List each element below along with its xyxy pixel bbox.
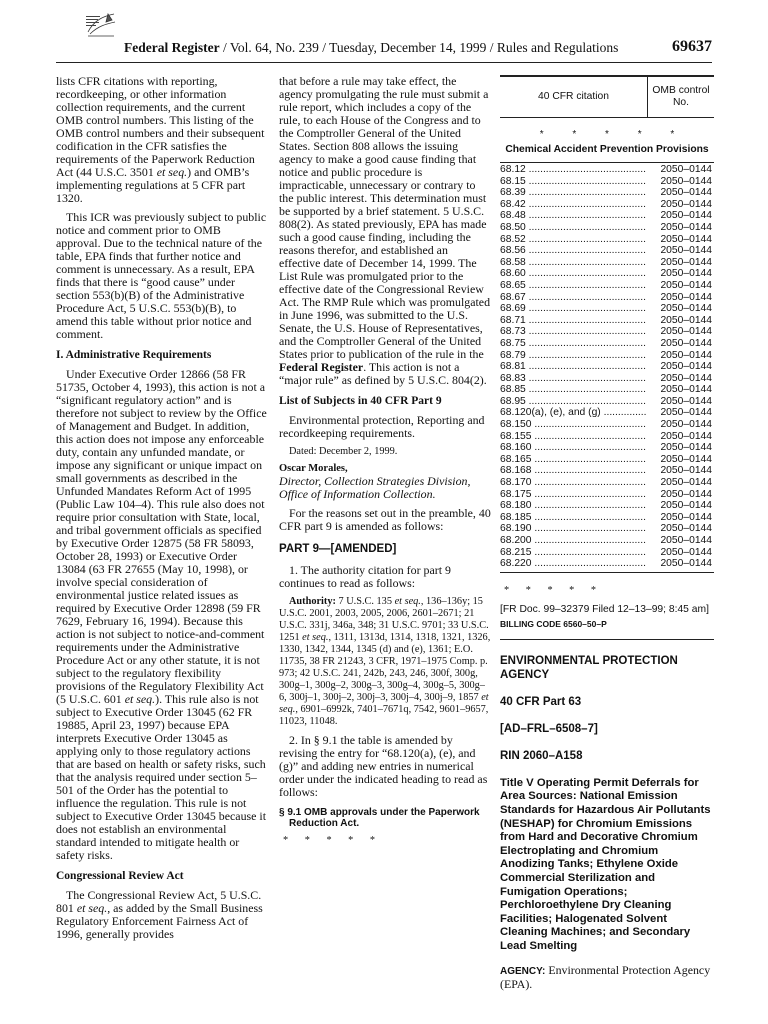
table-row [500,454,714,466]
omission-stars: * * * * * [283,835,376,846]
omb-number-cell: 2050–0144 [660,164,712,175]
omb-number-cell: 2050–0144 [660,535,712,546]
citation-cell: 68.79 ..... [500,350,646,362]
table-row [500,199,714,211]
table-row [500,350,714,362]
table-row [500,373,714,385]
table-row [500,257,714,269]
citation-cell: 68.83 ..... [500,373,646,385]
authority-citation: Authority: 7 U.S.C. 135 et seq., 136–136y; 15 U.S.C. 2001, 2003, 2005, 2006, 2601–2671; 21 U.S.C. 331j, 346a, 348; 31 U.S.C. 9701; 33 U.S.C. 1251 et seq., 1311, 1313d, 1314, 1318, 1321, 1326, 1330, 1342, 1344, 1345 (d) and (e), 1361; E.O. 11735, 38 FR 21243, 3 CFR, 1971–1975 Comp. p. 973; 42 U.S.C. 241, 242b, 243, 246, 300f, 300g, 300g–1, 300g–2, 300g–3, 300g–4, 300g–5, 300g–6, 300j–1, 300j–2, 300j–3, 300j–4, 300j–9, 1857 et seq., 6901–6992k, 7401–7671q, 7542, 9601–9657, 11023, 11048. [279,596,491,727]
table-row [500,535,714,547]
citation-cell: 68.168 ..... [500,465,646,477]
omb-number-cell: 2050–0144 [660,198,712,210]
frl-number: [AD–FRL–6508–7] [500,722,598,735]
table-row [500,361,714,373]
paragraph: lists CFR citations with reporting, recordkeeping, or other information collection requirements, and the current OMB control numbers. This listing of the OMB control numbers and their subsequent codification in the CFR satisfies the requirements of the Paperwork Reduction Act (44 U.S.C. 3501 et seq.) and OMB’s implementing regulations at 5 CFR part 1320. [56,74,265,205]
journal-name: Federal Register [124,40,220,55]
citation-cell: 68.42 ..... [500,199,646,211]
cfr-part-heading: 40 CFR Part 63 [500,695,582,708]
header-citation [124,40,618,56]
omb-number-cell: 2050–0144 [660,558,712,570]
omb-number-cell: 2050–0144 [660,500,712,512]
column-3 [500,75,714,991]
table-row [500,419,714,431]
citation-cell: 68.50 ..... [500,222,646,234]
omb-number-cell: 2050–0144 [660,337,712,349]
column-1 [56,75,268,947]
table-row [500,326,714,338]
citation-cell: 68.58 ..... [500,257,646,269]
paragraph: For the reasons set out in the preamble, 40 CFR part 9 is amended as follows: [279,506,491,533]
citation-cell: 68.150 ..... [500,419,646,431]
omb-number-cell: 2050–0144 [660,477,712,489]
table-row [500,338,714,350]
agency-line: AGENCY: Environmental Protection Agency (EPA). [500,962,711,991]
table-header [500,77,714,118]
omb-number-cell: 2050–0144 [660,221,712,233]
omb-number-cell: 2050–0144 [660,384,712,396]
paragraph: Environmental protection, Reporting and recordkeeping requirements. [279,413,485,440]
paragraph: Under Executive Order 12866 (58 FR 51735, October 4, 1993), this action is not a “significant regulatory action” and is therefore not subject to review by the Office of Management and Budget. In addition, this action does not impose any enforceable duty, contain any unfunded mandate, or impose any significant or unique impact on small governments as described in the Unfunded Mandates Reform Act of 1995 (Public Law 104–4). This rule also does not require prior consultation with State, local, and tribal government officials as specified by Executive Order 12875 (58 FR 58093, October 28, 1993) or Executive Order 13084 (63 FR 27655 (May 10, 1998), or involve special consideration of environmental justice related issues as required by Executive Order 12898 (59 FR 7629, February 16, 1994). Because this action is not subject to notice-and-comment requirements under the Administrative Procedure Act or any other statute, it is not subject to the regulatory flexibility provisions of the Regulatory Flexibility Act (5 U.S.C. 601 et seq.). This rule also is not subject to Executive Order 13045 (62 FR 19885, April 23, 1997) because EPA interprets Executive Order 13045 as applying only to those regulatory actions that are based on health or safety risks, such that the analysis required under section 5–501 of the Order has the potential to influence the regulation. This rule is not subject to Executive Order 13045 because it does not establish an environmental standard intended to mitigate health or safety risks. [56,367,267,862]
paragraph: This ICR was previously subject to public notice and comment prior to OMB approval. Due to the technical nature of the table, EPA finds that further notice and comment is unnecessary. As a result, EPA finds that there is “good cause” under section 553(b)(B) of the Administrative Procedure Act, 5 U.S.C. 553(b)(B), to amend this table without prior notice and comment. [56,210,267,341]
citation-cell: 68.12 ..... [500,164,646,176]
table-row [500,477,714,489]
omb-table [500,75,714,573]
table-subheading: Chemical Accident Prevention Provisions [505,144,709,155]
citation-cell: 68.81 ..... [500,361,646,373]
table-row [500,245,714,257]
table-body [500,162,714,573]
paragraph: that before a rule may take effect, the agency promulgating the rule must submit a rule report, which includes a copy of the rule, to each House of the Congress and to the Comptroller General of the United States. Section 808 allows the issuing agency to make a good cause finding that notice and public procedure is impracticable, unnecessary or contrary to the public interest. This determination must be supported by a brief statement. 5 U.S.C. 808(2). As stated previously, EPA has made such a good cause finding, including the reasons therefor, and established an effective date of December 14, 1999. The List Rule was promulgated prior to the effective date of the Congressional Review Act. The RMP Rule which was promulgated in June 1996, was submitted to the U.S. Senate, the U.S. House of Representatives, and the Comptroller General of the United States prior to publication of the rule in the Federal Register. This action is not a “major rule” as defined by 5 U.S.C. 804(2). [279,74,491,387]
citation-cell: 68.175 ..... [500,489,646,501]
citation-cell: 68.65 ..... [500,280,646,292]
omb-number-cell: 2050–0144 [660,175,712,187]
paragraph: 1. The authority citation for part 9 continues to read as follows: [279,563,451,590]
table-row [500,396,714,408]
table-row [500,384,714,396]
omb-number-cell: 2050–0144 [660,546,712,558]
table-row [500,407,714,419]
omb-number-cell: 2050–0144 [660,210,712,222]
dated-line: Dated: December 2, 1999. [289,446,398,457]
citation-cell: 68.215 ..... [500,547,646,559]
omb-number-cell: 2050–0144 [660,187,712,199]
table-row [500,431,714,443]
table-row [500,234,714,246]
omb-number-cell: 2050–0144 [660,453,712,465]
citation-cell: 68.120(a), (e), and (g) ..... [500,407,646,419]
citation-cell: 68.165 ..... [500,454,646,466]
citation-cell: 68.180 ..... [500,500,646,512]
omb-number-cell: 2050–0144 [660,511,712,523]
omb-number-cell: 2050–0144 [660,279,712,291]
omb-number-cell: 2050–0144 [660,442,712,454]
column-2 [279,75,491,847]
citation-cell: 68.73 ..... [500,326,646,338]
part-heading: PART 9—[AMENDED] [279,543,397,555]
omb-number-cell: 2050–0144 [660,465,712,477]
table-row [500,512,714,524]
omb-number-cell: 2050–0144 [660,233,712,245]
table-row [500,292,714,304]
omb-number-cell: 2050–0144 [660,419,712,431]
omb-number-cell: 2050–0144 [660,523,712,535]
table-row [500,489,714,501]
citation-cell: 68.95 ..... [500,396,646,408]
citation-cell: 68.155 ..... [500,431,646,443]
citation-cell: 68.190 ..... [500,523,646,535]
table-row [500,176,714,188]
table-row [500,187,714,199]
table-row [500,164,714,176]
header-rule [56,62,712,63]
citation-cell: 68.170 ..... [500,477,646,489]
citation-cell: 68.160 ..... [500,442,646,454]
omb-number-cell: 2050–0144 [660,407,712,419]
citation-cell: 68.85 ..... [500,384,646,396]
omb-number-cell: 2050–0144 [660,395,712,407]
rin-number: RIN 2060–A158 [500,749,583,762]
table-row [500,268,714,280]
table-row [500,303,714,315]
omb-number-cell: 2050–0144 [660,488,712,500]
omb-number-cell: 2050–0144 [660,268,712,280]
omb-number-cell: 2050–0144 [660,372,712,384]
omb-number-cell: 2050–0144 [660,361,712,373]
citation-cell: 68.56 ..... [500,245,646,257]
section-heading: I. Administrative Requirements [56,349,212,361]
omb-number-cell: 2050–0144 [660,314,712,326]
column-header-omb: OMB control No. [652,85,710,108]
table-stars: * * * * * [539,129,675,140]
table-row [500,558,714,570]
fr-doc-line: [FR Doc. 99–32379 Filed 12–13–99; 8:45 am] [500,603,709,615]
signer-name: Oscar Morales, [279,463,348,474]
omb-number-cell: 2050–0144 [660,326,712,338]
omb-number-cell: 2050–0144 [660,349,712,361]
section-heading: List of Subjects in 40 CFR Part 9 [279,395,442,407]
omission-stars: * * * * * [504,584,597,596]
citation-cell: 68.185 ..... [500,512,646,524]
signer-title: Director, Collection Strategies Division, Office of Information Collection. [279,474,471,501]
column-header-citation: 40 CFR citation [500,77,648,117]
paragraph: The Congressional Review Act, 5 U.S.C. 801 et seq., as added by the Small Business Regulatory Enforcement Fairness Act of 1996, generally provides [56,888,263,941]
paragraph: 2. In § 9.1 the table is amended by revising the entry for “68.120(a), (e), and (g)” and adding new entries in numerical order under the indicated heading to read as follows: [279,733,488,799]
citation-cell: 68.67 ..... [500,292,646,304]
table-row [500,280,714,292]
omb-number-cell: 2050–0144 [660,291,712,303]
citation-cell: 68.52 ..... [500,234,646,246]
omb-number-cell: 2050–0144 [660,303,712,315]
citation-cell: 68.60 ..... [500,268,646,280]
citation-cell: 68.15 ..... [500,176,646,188]
table-row [500,547,714,559]
table-row [500,523,714,535]
table-row [500,315,714,327]
citation-cell: 68.71 ..... [500,315,646,327]
gpo-eagle-logo-icon [84,10,118,40]
omb-number-cell: 2050–0144 [660,430,712,442]
citation-cell: 68.69 ..... [500,303,646,315]
table-row [500,210,714,222]
page-header [0,0,768,68]
omb-number-cell: 2050–0144 [660,245,712,257]
citation-cell: 68.220 ..... [500,558,646,570]
citation-cell: 68.200 ..... [500,535,646,547]
omb-number-cell: 2050–0144 [660,256,712,268]
issue-info: / Vol. 64, No. 239 / Tuesday, December 14, 1999 / Rules and Regulations [219,40,619,55]
table-row [500,500,714,512]
page-number: 69637 [672,38,712,55]
table-row [500,222,714,234]
divider [500,639,714,640]
rule-title: Title V Operating Permit Deferrals for Area Sources: National Emission Standards for Hazardous Air Pollutants (NESHAP) for Chromium Emissions from Hard and Decorative Chromium Electroplating and Chromium Anodizing Tanks; Ethylene Oxide Commercial Sterilization and Fumigation Operations; Perchloroethylene Dry Cleaning Facilities; Halogenated Solvent Cleaning Machines; and Secondary Lead Smelting [500,776,711,952]
citation-cell: 68.48 ..... [500,210,646,222]
section-heading: Congressional Review Act [56,870,184,882]
citation-cell: 68.39 ..... [500,187,646,199]
citation-cell: 68.75 ..... [500,338,646,350]
agency-heading: ENVIRONMENTAL PROTECTION AGENCY [500,654,678,681]
table-row [500,442,714,454]
table-row [500,465,714,477]
section-title: § 9.1 OMB approvals under the Paperwork Reduction Act. [279,807,480,829]
billing-code: BILLING CODE 6560–50–P [500,618,607,629]
